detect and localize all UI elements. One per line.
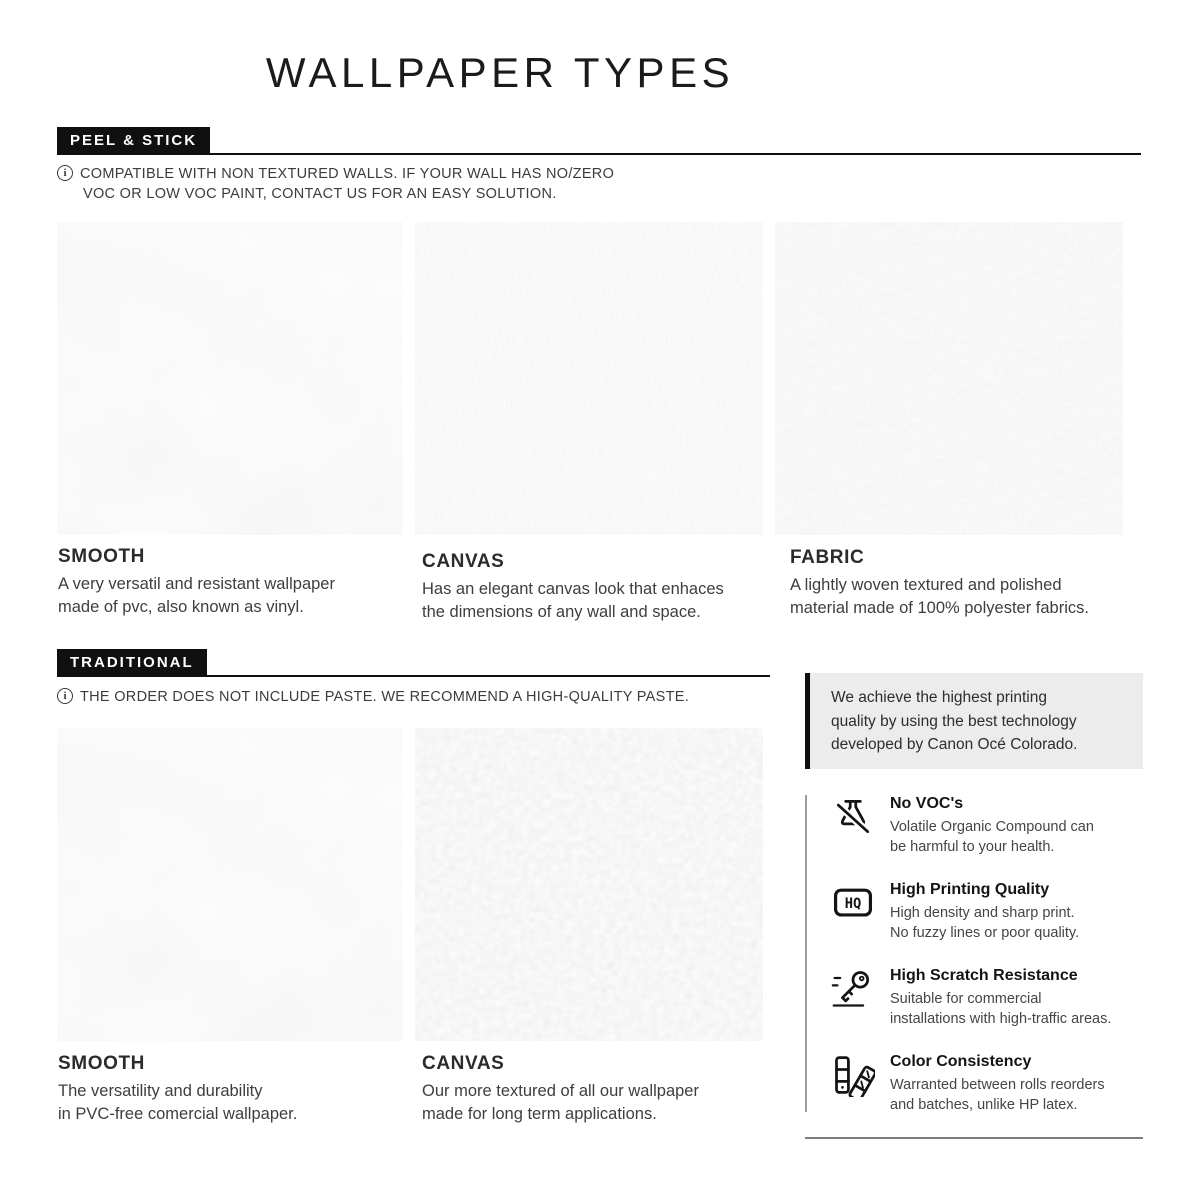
desc-line: made of pvc, also known as vinyl.	[58, 598, 304, 616]
swatch-name: CANVAS	[422, 551, 505, 572]
info-icon: i	[57, 688, 73, 704]
feature-color-consistency	[831, 1053, 1191, 1115]
feature-title: No VOC's	[890, 795, 964, 812]
feature-no-voc	[831, 795, 1191, 857]
peel-stick-section-header	[57, 127, 1141, 155]
quote-line: quality by using the best technology	[831, 712, 1077, 730]
color-swatches-icon	[831, 1053, 875, 1097]
desc-line: Has an elegant canvas look that enhaces	[422, 580, 724, 598]
feature-desc-line: High density and sharp print.	[890, 905, 1075, 921]
swatch-description	[422, 1080, 699, 1126]
swatch-description	[790, 574, 1089, 620]
smooth-vinyl-texture-swatch	[57, 222, 403, 535]
desc-line: material made of 100% polyester fabrics.	[790, 599, 1089, 617]
page-title: WALLPAPER TYPES	[265, 49, 735, 96]
svg-text:HQ: HQ	[844, 896, 862, 913]
woven-fabric-texture-swatch	[775, 222, 1123, 535]
note-line: VOC OR LOW VOC PAINT, CONTACT US FOR AN EASY SOLUTION.	[83, 185, 557, 202]
feature-desc-line: Warranted between rolls reorders	[890, 1077, 1105, 1093]
scratch-key-icon	[831, 967, 875, 1011]
note-line: COMPATIBLE WITH NON TEXTURED WALLS. IF YOUR WALL HAS NO/ZERO	[80, 166, 615, 182]
desc-line: in PVC-free comercial wallpaper.	[58, 1105, 298, 1123]
feature-desc-line: Volatile Organic Compound can	[890, 819, 1094, 835]
feature-title: High Scratch Resistance	[890, 967, 1078, 984]
feature-high-scratch-resistance	[831, 967, 1191, 1029]
desc-line: A very versatil and resistant wallpaper	[58, 575, 335, 593]
feature-desc-line: Suitable for commercial	[890, 991, 1042, 1007]
features-divider-line	[805, 795, 807, 1112]
feature-desc-line: No fuzzy lines or poor quality.	[890, 925, 1080, 941]
feature-high-printing-quality	[831, 881, 1191, 943]
peel-stick-note	[57, 165, 614, 204]
swatch-name: CANVAS	[422, 1053, 505, 1074]
desc-line: Our more textured of all our wallpaper	[422, 1082, 699, 1100]
hq-badge-icon	[831, 881, 875, 925]
sidebar-bottom-rule	[805, 1137, 1143, 1139]
swatch-description	[58, 1080, 297, 1126]
desc-line: A lightly woven textured and polished	[790, 576, 1062, 594]
desc-line: The versatility and durability	[58, 1082, 263, 1100]
swatch-description	[422, 578, 724, 624]
fine-canvas-texture-swatch	[415, 222, 763, 535]
quote-line: developed by Canon Océ Colorado.	[831, 736, 1078, 753]
traditional-label: TRADITIONAL	[57, 649, 207, 675]
feature-desc-line: installations with high-traffic areas.	[890, 1011, 1112, 1027]
feature-desc-line: and batches, unlike HP latex.	[890, 1097, 1078, 1113]
coarse-canvas-texture-swatch	[415, 728, 763, 1041]
feature-title: Color Consistency	[890, 1053, 1032, 1070]
no-voc-flask-icon	[831, 795, 875, 839]
peel-stick-label: PEEL & STICK	[57, 127, 210, 153]
feature-title: High Printing Quality	[890, 881, 1050, 898]
traditional-section-header	[57, 649, 770, 677]
feature-desc-line: be harmful to your health.	[890, 839, 1055, 855]
desc-line: the dimensions of any wall and space.	[422, 603, 701, 621]
smooth-pvcfree-texture-swatch	[57, 728, 403, 1041]
swatch-name: SMOOTH	[58, 1053, 145, 1074]
quote-line: We achieve the highest printing	[831, 689, 1047, 706]
desc-line: made for long term applications.	[422, 1105, 657, 1123]
swatch-description	[58, 573, 335, 619]
info-icon: i	[57, 165, 73, 181]
traditional-note	[57, 688, 689, 708]
swatch-name: SMOOTH	[58, 546, 145, 567]
printing-quality-quote	[805, 673, 1143, 769]
note-line: THE ORDER DOES NOT INCLUDE PASTE. WE RECOMMEND A HIGH-QUALITY PASTE.	[80, 689, 690, 705]
swatch-name: FABRIC	[790, 547, 865, 568]
